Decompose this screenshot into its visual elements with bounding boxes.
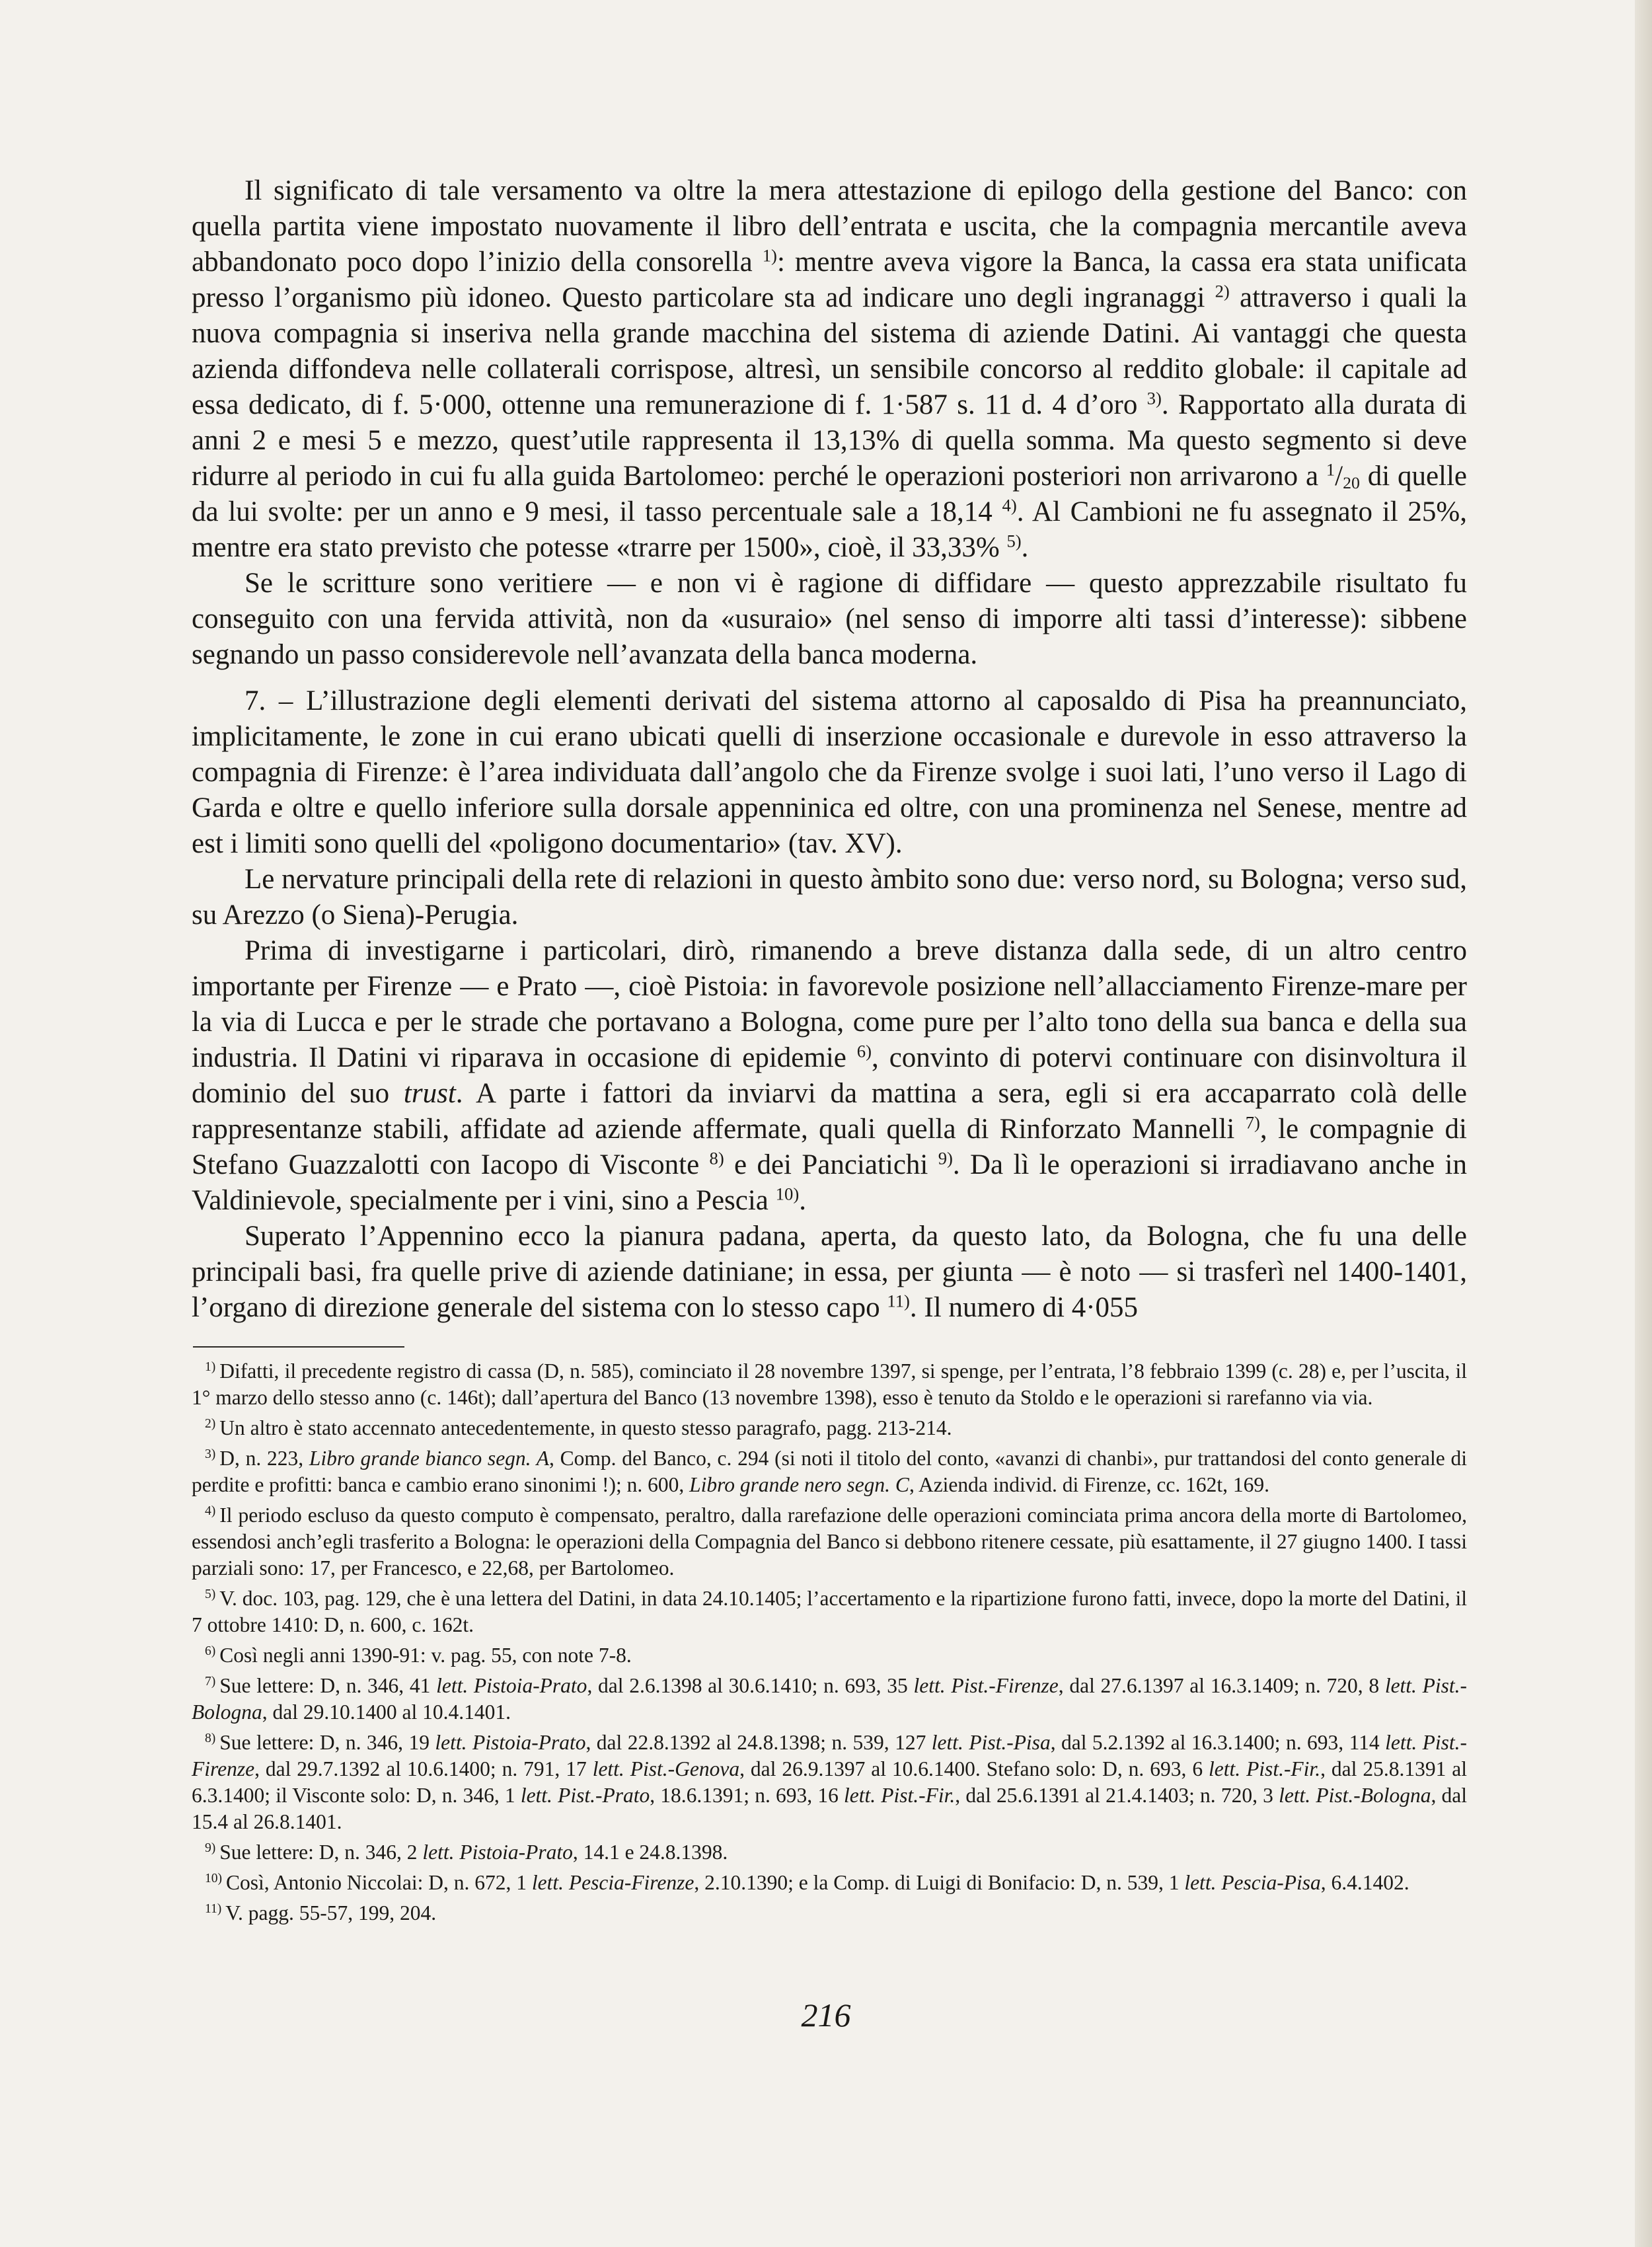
text-run: Un altro è stato accennato antecedentemente, in questo stesso paragrafo, pagg. 213-214. — [219, 1416, 952, 1439]
footnote-number: 9) — [205, 1841, 216, 1856]
text-run: , Azienda individ. di Firenze, cc. 162t, 169. — [909, 1473, 1269, 1496]
footnote-1 — [192, 1358, 1467, 1411]
text-run: . — [799, 1185, 806, 1216]
italic-text: Libro grande bianco segn. A — [309, 1447, 549, 1470]
footnote-text — [192, 1504, 1467, 1580]
text-run: Sue lettere: D, n. 346, 2 — [219, 1841, 423, 1864]
text-run: , dal 27.6.1397 al 16.3.1409; n. 720, 8 — [1058, 1674, 1385, 1697]
footnote-text — [192, 1674, 1467, 1724]
footnote-text — [225, 1901, 436, 1924]
note-ref: 3) — [1146, 388, 1162, 408]
page-number: 216 — [801, 1997, 851, 2034]
note-ref: 5) — [1006, 531, 1022, 551]
text-run: / — [1335, 461, 1343, 492]
footnote-9 — [192, 1839, 1467, 1866]
italic-text: lett. Pist.-Bologna — [1279, 1784, 1431, 1807]
italic-text: lett. Pist.-Bologna — [192, 1674, 1468, 1724]
text-run: , 18.6.1391; n. 693, 16 — [650, 1784, 844, 1807]
footnote-text — [219, 1416, 952, 1439]
paragraph — [192, 933, 1467, 1219]
footnote-11 — [192, 1900, 1467, 1926]
text-run: D, n. 223, — [219, 1447, 309, 1470]
footnote-7 — [192, 1673, 1467, 1726]
italic-text: lett. Pistoia-Prato — [422, 1841, 573, 1864]
text-run: Il periodo escluso da questo computo è compensato, peraltro, dalla rarefazione delle operazioni cominciata prima ancora della morte di Bartolomeo, essendosi anch’egli trasferito a Bologna: le operazioni della Compagnia del Banco si debbono ritenere cessate, più esattamente, il 27 giugno 1400. I tassi parziali sono: 17, per Francesco, e 22,68, per Bartolomeo. — [192, 1504, 1467, 1580]
text-run: . Al Cambioni ne fu assegnato il 25%, mentre era stato previsto che potesse «trarre per 1500», cioè, il 33,33% — [192, 496, 1467, 563]
text-run: , dal 22.8.1392 al 24.8.1398; n. 539, 127 — [585, 1731, 932, 1754]
text-run: Sue lettere: D, n. 346, 41 — [219, 1674, 437, 1697]
text-run: . A parte i fattori da inviarvi da mattina a sera, egli si era accaparrato colà delle rappresentanze stabili, affidate ad aziende affermate, quali quella di Rinforzato Mannelli — [192, 1078, 1467, 1145]
footnotes — [192, 1358, 1467, 1930]
text-run: V. doc. 103, pag. 129, che è una lettera del Datini, in data 24.10.1405; l’accertamento e la ripartizione furono fatti, invece, dopo la morte del Datini, il 7 ottobre 1410: D, n. 600, c. 162t. — [192, 1587, 1467, 1636]
italic-text: lett. Pescia-Pisa — [1184, 1871, 1321, 1894]
text-run: Sue lettere: D, n. 346, 19 — [219, 1731, 435, 1754]
note-ref: 9) — [938, 1148, 953, 1168]
footnote-number: 7) — [205, 1675, 216, 1689]
note-ref: 7) — [1245, 1112, 1260, 1133]
note-ref: 2) — [1215, 281, 1230, 301]
italic-text: Libro grande nero segn. C — [689, 1473, 909, 1496]
text-run: Le nervature principali della rete di relazioni in questo àmbito sono due: verso nord, su Bologna; verso sud, su Arezzo (o Siena)-Perugia. — [192, 864, 1467, 931]
text-run: Difatti, il precedente registro di cassa (D, n. 585), cominciato il 28 novembre 1397, si spenge, per l’entrata, l’8 febbraio 1399 (c. 28) e, per l’uscita, il 1° marzo dello stesso anno (c. 146t); dall’apertura del Banco (13 novembre 1398), esso è tenuto da Stoldo e le operazioni si rarefanno via via. — [192, 1359, 1467, 1409]
note-ref: 1 — [1326, 459, 1335, 480]
italic-text: lett. Pist.-Fir. — [844, 1784, 956, 1807]
text-run: Così, Antonio Niccolai: D, n. 672, 1 — [226, 1871, 532, 1894]
italic-text: lett. Pist.-Firenze — [913, 1674, 1059, 1697]
text-run: V. pagg. 55-57, 199, 204. — [225, 1901, 437, 1924]
text-run: Prima di investigarne i particolari, dirò, rimanendo a breve distanza dalla sede, di un altro centro importante per Firenze — e Prato —, cioè Pistoia: in favorevole posizione nell’allacciamento Firenze-mare per la via di Lucca e per le strade che portavano a Bologna, come pure per l’alto tono della sua banca e della sua industria. Il Datini vi riparava in occasione di epidemie — [192, 935, 1467, 1073]
text-run: Così negli anni 1390-91: v. pag. 55, con note 7-8. — [219, 1644, 632, 1667]
paragraph — [192, 1219, 1467, 1326]
italic-text: lett. Pistoia-Prato — [435, 1731, 586, 1754]
text-run: , dal 29.7.1392 al 10.6.1400; n. 791, 17 — [254, 1757, 593, 1780]
footnote-number: 2) — [205, 1417, 216, 1431]
text-run: e dei Panciatichi — [724, 1149, 938, 1180]
footnote-6 — [192, 1642, 1467, 1669]
text-run: , dal 26.9.1397 al 10.6.1400. Stefano solo: D, n. 693, 6 — [739, 1757, 1209, 1780]
footnote-number: 10) — [205, 1872, 223, 1886]
body-text — [192, 173, 1467, 1326]
italic-text: trust — [403, 1078, 456, 1109]
text-run: , Comp. del Banco, c. 294 (si noti il titolo del conto, «avanzi di chanbi», pur trattandosi del conto generale di perdite e profitti: banca e cambio erano sinonimi !); n. 600, — [192, 1447, 1467, 1496]
footnote-number: 4) — [205, 1504, 216, 1519]
text-run: , dal 5.2.1392 al 16.3.1400; n. 693, 114 — [1050, 1731, 1386, 1754]
text-run: . Da lì le operazioni si irradiavano anche in Valdinievole, specialmente per i vini, sino a Pescia — [192, 1149, 1467, 1216]
footnote-divider — [193, 1346, 404, 1348]
note-ref: 10) — [775, 1184, 800, 1204]
footnote-text — [192, 1587, 1467, 1636]
footnote-10 — [192, 1870, 1467, 1896]
text-run: , le compagnie di Stefano Guazzalotti con Iacopo di Visconte — [192, 1114, 1467, 1180]
text-run: Il significato di tale versamento va oltre la mera attestazione di epilogo della gestione del Banco: con quella partita viene impostato nuovamente il libro dell’entrata e uscita, che la compagnia mercantile aveva abbandonato poco dopo l’inizio della consorella — [192, 175, 1467, 278]
italic-text: lett. Pistoia-Prato — [436, 1674, 587, 1697]
footnote-text — [192, 1731, 1467, 1833]
text-run: , 2.10.1390; e la Comp. di Luigi di Bonifacio: D, n. 539, 1 — [694, 1871, 1185, 1894]
footnote-text — [219, 1644, 632, 1667]
footnote-text — [226, 1871, 1409, 1894]
text-run: , convinto di potervi continuare con disinvoltura il dominio del suo — [192, 1042, 1467, 1109]
text-run: di quelle da lui svolte: per un anno e 9 mesi, il tasso percentuale sale a 18,14 — [192, 461, 1468, 527]
text-run: . Rapportato alla durata di anni 2 e mesi 5 e mezzo, quest’utile rappresenta il 13,13% di quella somma. Ma questo segmento si deve ridurre al periodo in cui fu alla guida Bartolomeo: perché le operazioni posteriori non arrivarono a — [192, 389, 1467, 492]
footnote-number: 11) — [205, 1902, 222, 1917]
text-run: attraverso i quali la nuova compagnia si inseriva nella grande macchina del sistema di aziende Datini. Ai vantaggi che questa azienda diffondeva nelle collaterali corrispose, altresì, un sensibile concorso al reddito globale: il capitale ad essa dedicato, di f. 5·000, ottenne una remunerazione di f. 1·587 s. 11 d. 4 d’oro — [192, 282, 1468, 420]
footnote-8 — [192, 1730, 1467, 1835]
text-run: Se le scritture sono veritiere — e non vi è ragione di diffidare — questo apprezzabile risultato fu conseguito con una fervida attività, non da «usuraio» (nel senso di imporre alti tassi d’interesse): sibbene segnando un passo considerevole nell’avanzata della banca moderna. — [192, 568, 1467, 670]
paragraph — [192, 173, 1467, 566]
footnote-4 — [192, 1502, 1467, 1581]
footnote-number: 1) — [205, 1360, 216, 1375]
footnote-text — [192, 1359, 1467, 1409]
footnote-3 — [192, 1445, 1467, 1498]
italic-text: lett. Pist.-Fir. — [1209, 1757, 1321, 1780]
footnote-number: 3) — [205, 1447, 216, 1462]
text-run: . Il numero di 4·055 — [909, 1292, 1139, 1323]
text-run: Superato l’Appennino ecco la pianura padana, aperta, da questo lato, da Bologna, che fu una delle principali basi, fra quelle prive di aziende datiniane; in essa, per giunta — è noto — si trasferì nel 1400-1401, l’organo di direzione generale del sistema con lo stesso capo — [192, 1221, 1467, 1323]
text-run: , dal 2.6.1398 al 30.6.1410; n. 693, 35 — [587, 1674, 914, 1697]
text-run: , dal 25.6.1391 al 21.4.1403; n. 720, 3 — [955, 1784, 1279, 1807]
note-ref: 4) — [1002, 495, 1017, 515]
text-run: : mentre aveva vigore la Banca, la cassa era stata unificata presso l’organismo più idoneo. Questo particolare sta ad indicare uno degli ingranaggi — [192, 247, 1467, 313]
paragraph — [192, 566, 1467, 673]
footnote-number: 6) — [205, 1644, 216, 1659]
footnote-number: 5) — [205, 1587, 216, 1602]
text-run: , dal 25.8.1391 al 6.3.1400; il Visconte solo: D, n. 346, 1 — [192, 1757, 1467, 1807]
italic-text: lett. Pist.-Firenze — [192, 1731, 1468, 1780]
text-run: , 14.1 e 24.8.1398. — [572, 1841, 728, 1864]
italic-text: lett. Pist.-Prato — [520, 1784, 650, 1807]
note-ref: 6) — [856, 1041, 872, 1061]
footnote-5 — [192, 1585, 1467, 1638]
footnote-text — [219, 1841, 728, 1864]
page-edge — [1635, 0, 1652, 2247]
footnote-number: 8) — [205, 1732, 216, 1746]
footnote-text — [192, 1447, 1467, 1496]
note-ref: 11) — [887, 1291, 910, 1311]
text-run: , dal 15.4 al 26.8.1401. — [192, 1784, 1468, 1833]
note-ref: 8) — [709, 1148, 724, 1168]
footnote-2 — [192, 1415, 1467, 1441]
text-run: , 6.4.1402. — [1320, 1871, 1409, 1894]
text-run: 7. – L’illustrazione degli elementi derivati del sistema attorno al caposaldo di Pisa ha preannunciato, implicitamente, le zone in cui erano ubicati quelli di inserzione occasionale e durevole in esso attraverso la compagnia di Firenze: è l’area individuata dall’angolo che da Firenze svolge i suoi lati, l’uno verso il Lago di Garda e oltre e quello inferiore sulla dorsale appenninica ed oltre, con una prominenza nel Senese, mentre ad est i limiti sono quelli del «poligono documentario» (tav. XV). — [192, 685, 1467, 859]
paragraph — [192, 862, 1467, 933]
section-7-paragraph — [192, 683, 1467, 862]
text-run: . — [1021, 532, 1029, 563]
italic-text: lett. Pist.-Pisa — [931, 1731, 1051, 1754]
fraction-denominator: 20 — [1343, 473, 1360, 493]
italic-text: lett. Pescia-Firenze — [531, 1871, 695, 1894]
text-run: , dal 29.10.1400 al 10.4.1401. — [262, 1700, 511, 1724]
note-ref: 1) — [762, 245, 777, 266]
italic-text: lett. Pist.-Genova — [592, 1757, 740, 1780]
